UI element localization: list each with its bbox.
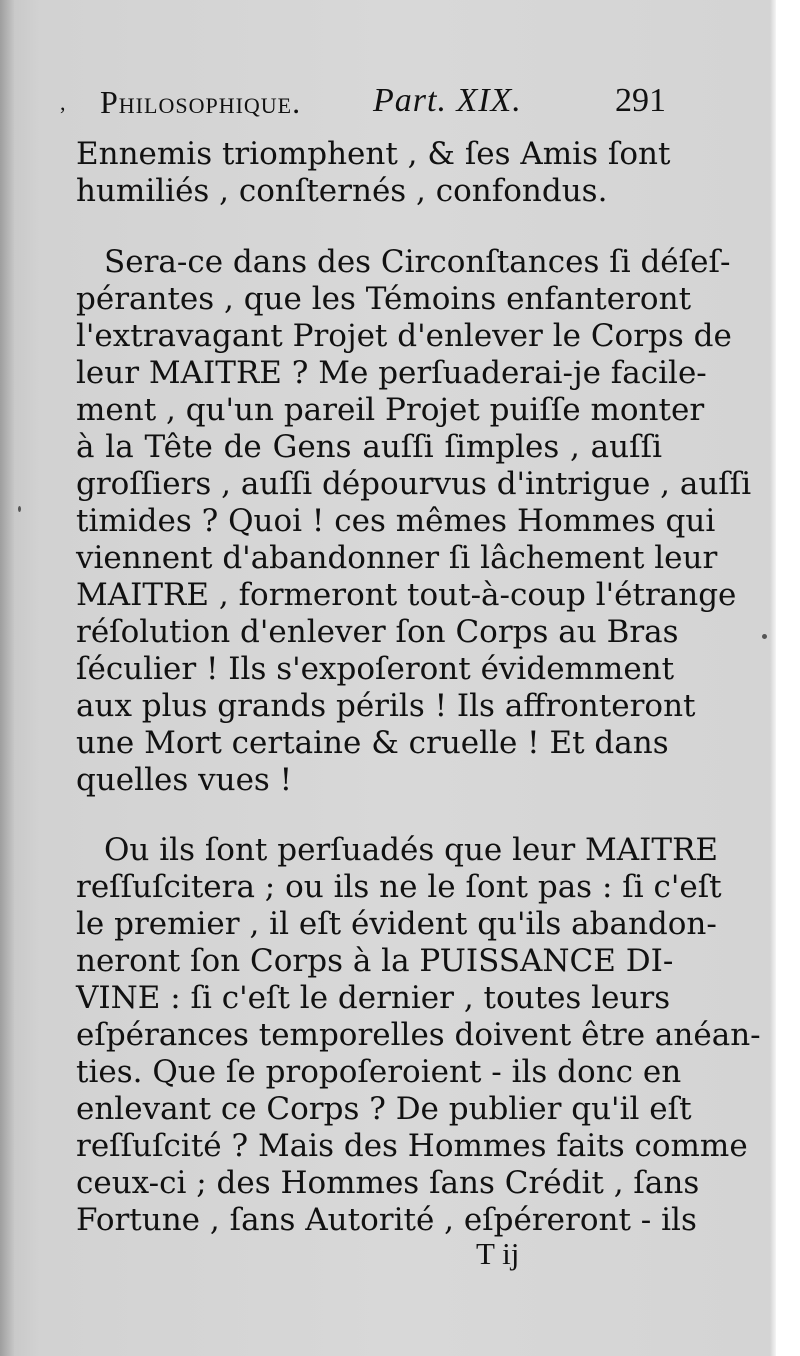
text-line: enlevant ce Corps ? De publier qu'il eſt (76, 1091, 692, 1127)
text-line: ceux-ci ; des Hommes ſans Crédit , ſans (76, 1165, 700, 1201)
text-line: Sera-ce dans des Circonſtances ſi déſeſ- (104, 244, 731, 280)
page-number: 291 (615, 82, 666, 119)
text-line: leur MAITRE ? Me perſuaderai-je facile- (76, 355, 707, 391)
running-head-mark: , (60, 90, 66, 115)
text-line: Ennemis triomphent , & ſes Amis ſont (76, 136, 671, 172)
page-binding-edge (0, 0, 14, 1356)
text-line: pérantes , que les Témoins enfanteront (76, 281, 692, 317)
text-line: ment , qu'un pareil Projet puiſſe monter (76, 392, 705, 428)
signature-mark: T ij (476, 1236, 520, 1271)
text-line: reſſuſcité ? Mais des Hommes faits comme (76, 1128, 748, 1164)
running-head-part: Part. XIX. (373, 82, 522, 119)
text-line: MAITRE , formeront tout-à-coup l'étrange (76, 577, 737, 613)
text-line: le premier , il eſt évident qu'ils abandon- (76, 906, 717, 942)
text-line: ties. Que ſe propoſeroient - ils donc en (76, 1054, 682, 1090)
running-head-title: Philosophique. (100, 84, 302, 120)
text-line: VINE : ſi c'eſt le dernier , toutes leurs (76, 980, 671, 1016)
text-line: eſpérances temporelles doivent être anéan- (76, 1017, 761, 1053)
text-line: Ou ils ſont perſuadés que leur MAITRE (104, 832, 719, 868)
text-line: ſéculier ! Ils s'expoſeront évidemment (76, 651, 675, 687)
text-line: neront ſon Corps à la PUISSANCE DI- (76, 943, 674, 979)
paper-speck (762, 634, 767, 639)
paragraph-1 (76, 136, 671, 210)
text-line: réſolution d'enlever ſon Corps au Bras (76, 614, 679, 650)
paragraph-2 (76, 244, 752, 799)
text-line: timides ? Quoi ! ces mêmes Hommes qui (76, 503, 716, 539)
text-line: l'extravagant Projet d'enlever le Corps de (76, 318, 732, 354)
text-line: aux plus grands périls ! Ils affronteront (76, 688, 696, 724)
text-line: groſſiers , auſſi dépourvus d'intrigue , auſſi (76, 466, 752, 502)
text-line: viennent d'abandonner ſi lâchement leur (76, 540, 718, 576)
running-head (60, 80, 666, 130)
text-line: quelles vues ! (76, 762, 293, 798)
text-line: humiliés , conſternés , confondus. (76, 173, 608, 209)
text-line: à la Tête de Gens auſſi ſimples , auſſi (76, 429, 662, 465)
text-line: Fortune , ſans Autorité , eſpéreront - ils (76, 1202, 697, 1238)
paragraph-3 (76, 832, 761, 1239)
text-line: une Mort certaine & cruelle ! Et dans (76, 725, 669, 761)
right-margin (776, 0, 800, 1356)
paper-speck (18, 506, 21, 512)
text-line: reſſuſcitera ; ou ils ne le ſont pas : ſi c'eſt (76, 869, 722, 905)
